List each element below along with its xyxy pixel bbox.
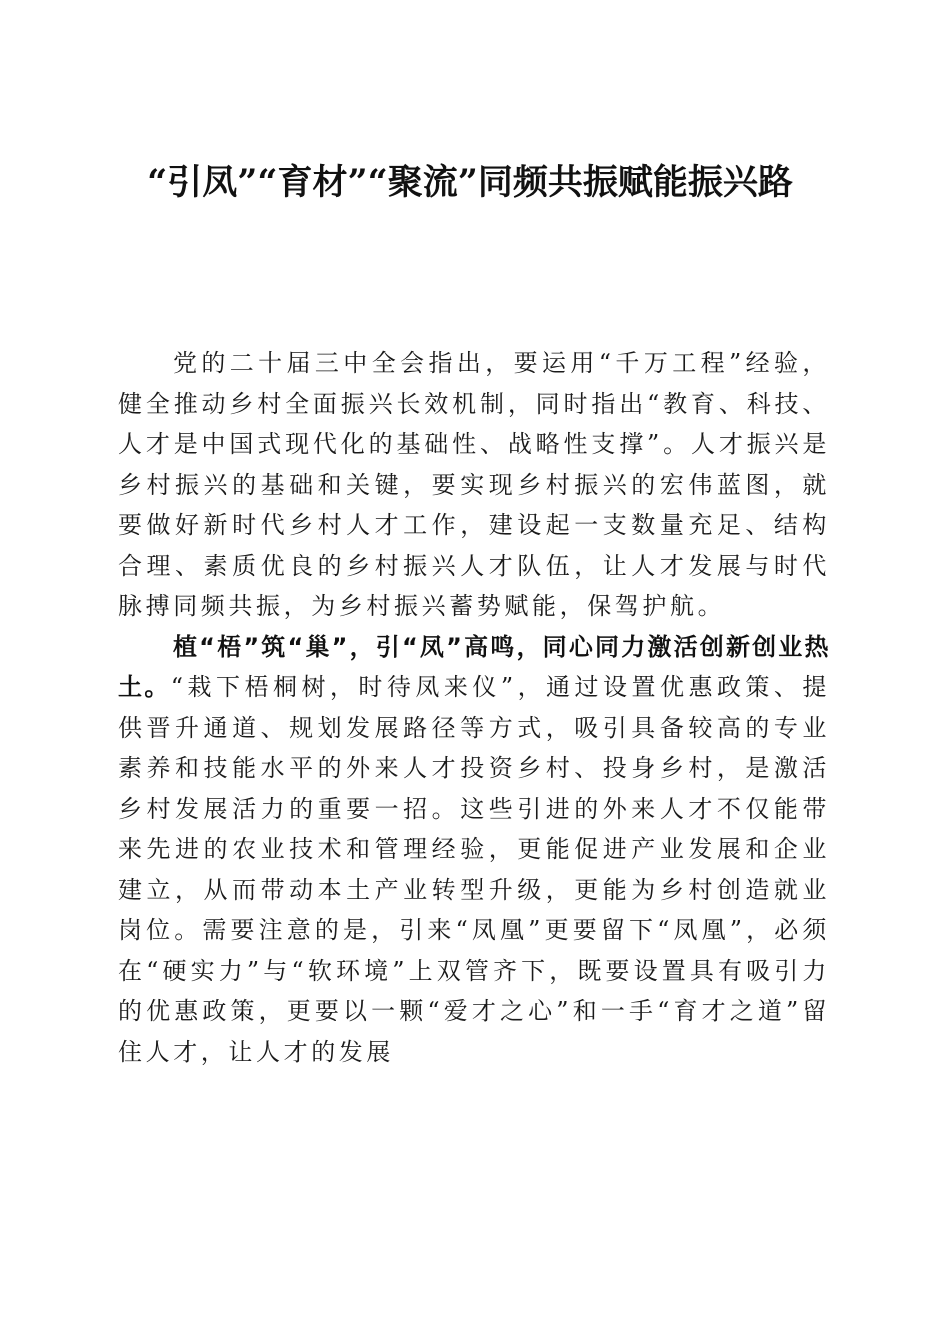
paragraph-section-1 — [118, 627, 830, 1073]
paragraph-intro — [118, 343, 830, 627]
paragraph-text: “栽下梧桐树，时待凤来仪”，通过设置优惠政策、提供晋升通道、规划发展路径等方式，吸引具备较高的专业素养和技能水平的外来人才投资乡村、投身乡村，是激活乡村发展活力的重要一招。这些引进的外来人才不仅能带来先进的农业技术和管理经验，更能促进产业发展和企业建立，从而带动本土产业转型升级，更能为乡村创造就业岗位。需要注意的是，引来“凤凰”更要留下“凤凰”，必须在“硬实力”与“软环境”上双管齐下，既要设置具有吸引力的优惠政策，更要以一颗“爱才之心”和一手“育才之道”留住人才，让人才的发展 — [118, 673, 831, 1066]
paragraph-text: 党的二十届三中全会指出，要运用“千万工程”经验，健全推动乡村全面振兴长效机制，同时指出“教育、科技、人才是中国式现代化的基础性、战略性支撑”。人才振兴是乡村振兴的基础和关键，要实现乡村振兴的宏伟蓝图，就要做好新时代乡村人才工作，建设起一支数量充足、结构合理、素质优良的乡村振兴人才队伍，让人才发展与时代脉搏同频共振，为乡村振兴蓄势赋能，保驾护航。 — [118, 349, 830, 620]
document-title: “引凤”“育材”“聚流”同频共振赋能振兴路 — [147, 162, 793, 203]
section-heading: 植“梧”筑“巢”，引“凤”高鸣，同心同力激活创新创业热土。 — [118, 632, 830, 701]
document-body — [118, 343, 830, 1072]
